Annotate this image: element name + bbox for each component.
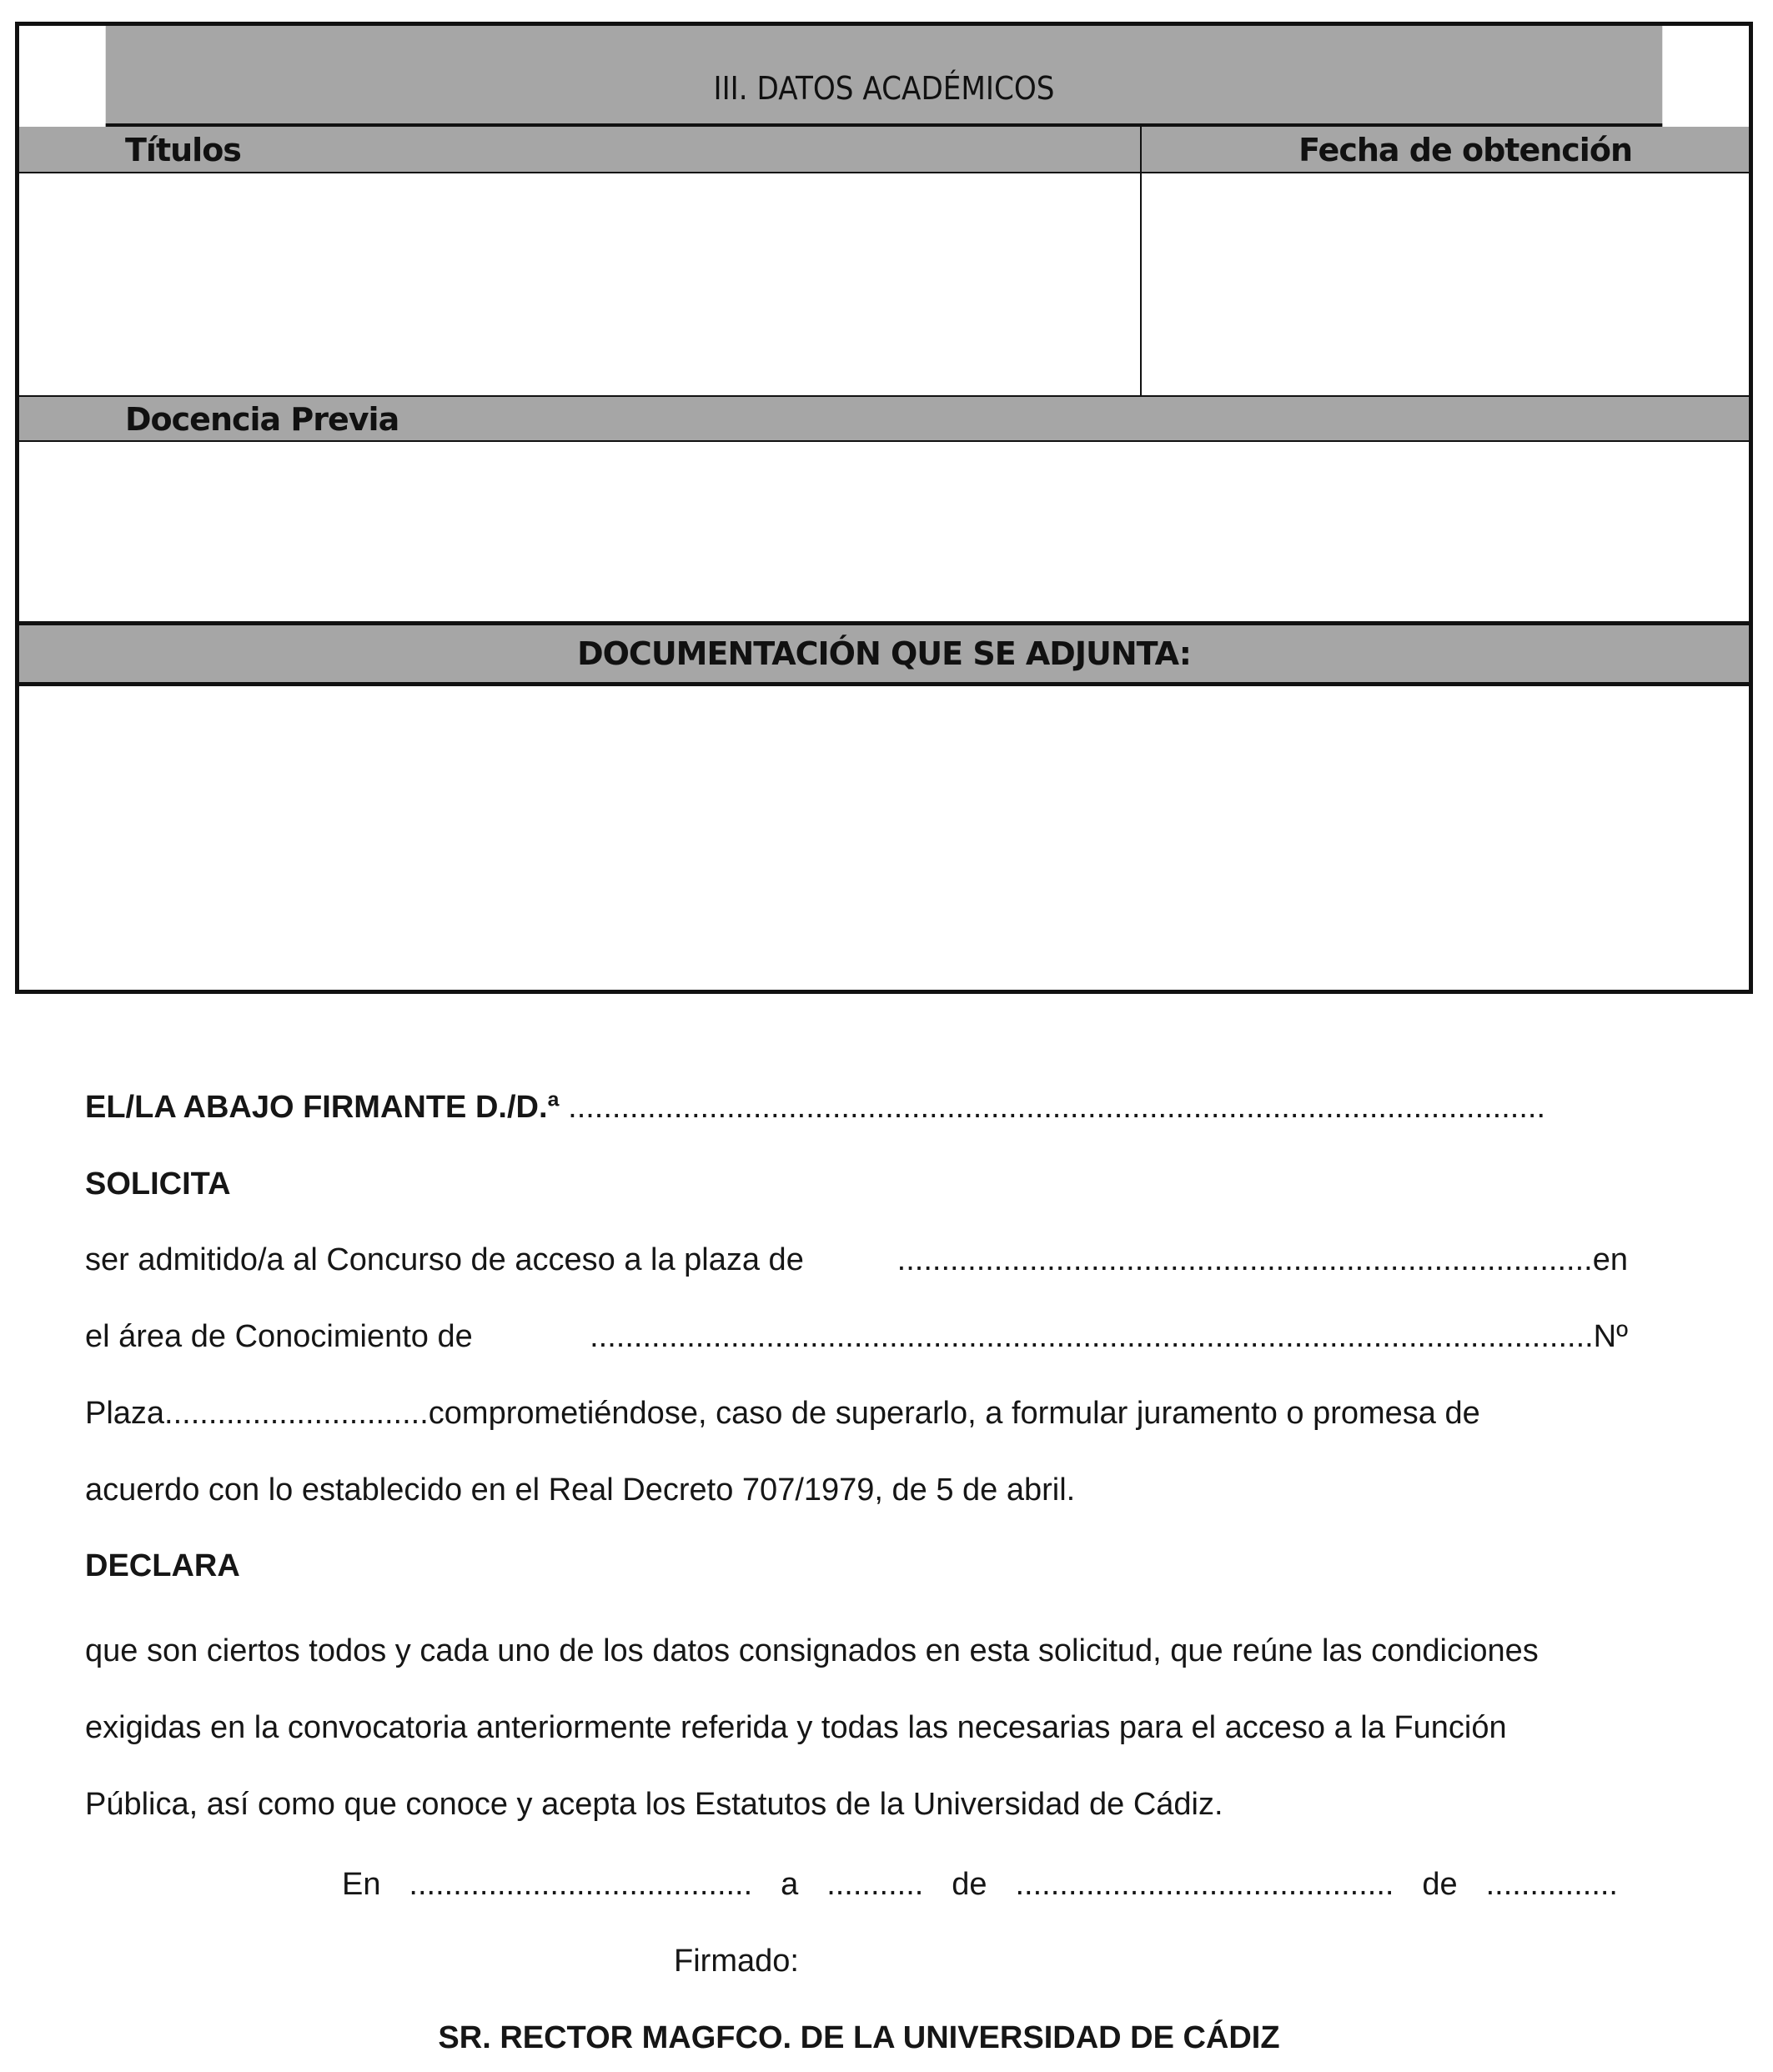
date-day-field[interactable]: ........... bbox=[826, 1867, 924, 1902]
date-month-field[interactable]: ........................................... bbox=[1015, 1867, 1394, 1902]
date-a-label: a bbox=[781, 1867, 799, 1902]
date-de-label-1: de bbox=[952, 1867, 987, 1902]
column-header-row bbox=[19, 127, 1749, 173]
solicita-line-4: acuerdo con lo establecido en el Real Decreto 707/1979, de 5 de abril. bbox=[85, 1472, 1076, 1508]
section-title-band bbox=[106, 26, 1663, 127]
titulos-field[interactable] bbox=[19, 175, 1140, 395]
academic-data-form bbox=[15, 22, 1753, 994]
date-place-field[interactable]: ....................................... bbox=[409, 1867, 753, 1902]
plaza-field[interactable]: ...............................................................................en bbox=[897, 1242, 1628, 1277]
declara-heading: DECLARA bbox=[85, 1548, 240, 1583]
solicita-line-2 bbox=[85, 1318, 1628, 1355]
documentacion-header-band bbox=[19, 621, 1749, 686]
declara-line-1: que son ciertos todos y cada uno de los datos consignados en esta solicitud, que reúne las condiciones bbox=[85, 1633, 1539, 1668]
solicita-line-1 bbox=[85, 1242, 1628, 1278]
date-place-line bbox=[342, 1866, 1618, 1903]
docencia-label: Docencia Previa bbox=[125, 401, 399, 438]
area-label: el área de Conocimiento de bbox=[85, 1319, 473, 1354]
firmante-name-field[interactable]: ............................................................................................................... bbox=[559, 1090, 1546, 1125]
solicita-heading: SOLICITA bbox=[85, 1166, 231, 1202]
col-header-titulos: Títulos bbox=[125, 132, 241, 168]
addressee-line: SR. RECTOR MAGFCO. DE LA UNIVERSIDAD DE CÁDIZ bbox=[438, 2020, 1280, 2055]
section-title: III. DATOS ACADÉMICOS bbox=[713, 70, 1055, 107]
col-header-fecha: Fecha de obtención bbox=[1298, 132, 1632, 168]
solicita-line-3: Plaza..............................comprometiéndose, caso de superarlo, a formular juramento o promesa de bbox=[85, 1396, 1480, 1431]
declara-line-2: exigidas en la convocatoria anteriormente referida y todas las necesarias para el acceso a la Función bbox=[85, 1710, 1507, 1745]
documentacion-label: DOCUMENTACIÓN QUE SE ADJUNTA: bbox=[577, 635, 1191, 672]
firmado-label: Firmado: bbox=[674, 1944, 799, 1979]
fecha-obtencion-field[interactable] bbox=[1142, 175, 1749, 395]
declara-line-3: Pública, así como que conoce y acepta los Estatutos de la Universidad de Cádiz. bbox=[85, 1787, 1223, 1822]
docencia-previa-field[interactable] bbox=[19, 442, 1749, 621]
plaza-label: ser admitido/a al Concurso de acceso a la plaza de bbox=[85, 1242, 804, 1277]
date-de-label-2: de bbox=[1422, 1867, 1458, 1902]
firmante-line bbox=[85, 1089, 1628, 1126]
date-en-label: En bbox=[342, 1867, 381, 1902]
firmante-label: EL/LA ABAJO FIRMANTE D./D.ª bbox=[85, 1090, 560, 1125]
area-field[interactable]: ..................................................................................................................Nº bbox=[590, 1319, 1628, 1354]
date-year-field[interactable]: ............... bbox=[1485, 1867, 1618, 1902]
column-divider bbox=[1140, 127, 1142, 397]
documentacion-field[interactable] bbox=[19, 686, 1749, 990]
docencia-header-band bbox=[19, 395, 1749, 442]
